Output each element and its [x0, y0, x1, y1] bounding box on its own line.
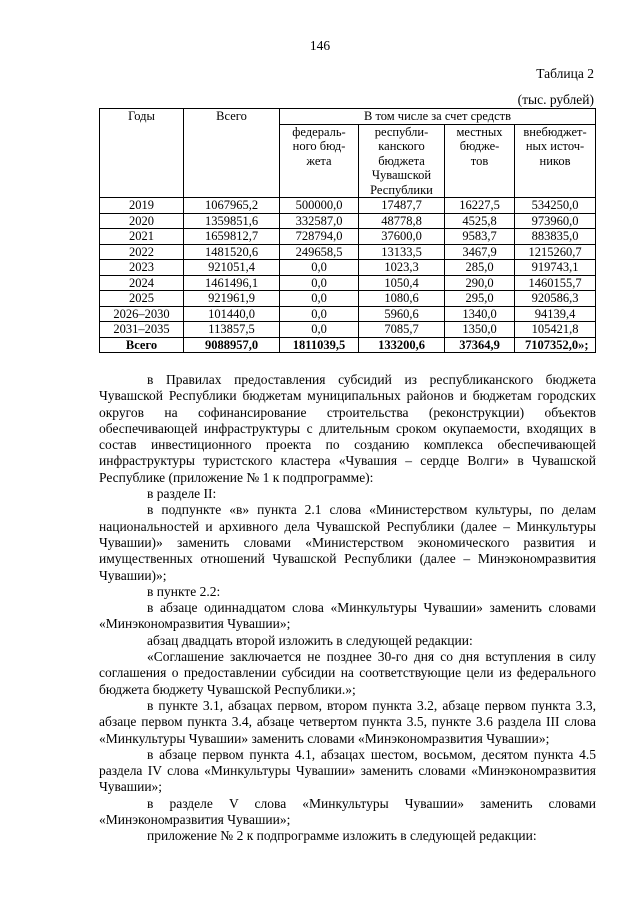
document-body: [99, 372, 596, 845]
cell-total: 113857,5: [184, 322, 280, 338]
cell-year: 2031–2035: [100, 322, 184, 338]
cell-federal: 728794,0: [280, 229, 359, 245]
cell-total: 101440,0: [184, 306, 280, 322]
cell-local: 285,0: [445, 260, 515, 276]
paragraph: приложение № 2 к подпрограмме изложить в следующей редакции:: [147, 828, 537, 844]
cell-extrabudgetary: 883835,0: [515, 229, 596, 245]
cell-republic: 5960,6: [359, 306, 445, 322]
cell-year: 2022: [100, 244, 184, 260]
total-sum: 9088957,0: [184, 337, 280, 353]
table-row: [100, 306, 596, 322]
cell-federal: 0,0: [280, 306, 359, 322]
cell-local: 3467,9: [445, 244, 515, 260]
paragraph: в разделе V слова «Минкультуры Чувашии» заменить словами «Минэкономразвития Чувашии»;: [99, 795, 596, 828]
cell-local: 16227,5: [445, 198, 515, 214]
funding-table: [99, 108, 596, 353]
total-republic: 133200,6: [359, 337, 445, 353]
cell-total: 1461496,1: [184, 275, 280, 291]
cell-local: 9583,7: [445, 229, 515, 245]
cell-extrabudgetary: 973960,0: [515, 213, 596, 229]
total-extrabudgetary: 7107352,0»;: [515, 337, 596, 353]
paragraph: в абзаце первом пункта 4.1, абзацах шестом, восьмом, десятом пункта 4.5 раздела IV слова «Минкультуры Чувашии» заменить словами «Минэкономразвития Чувашии»;: [99, 746, 596, 795]
cell-total: 1067965,2: [184, 198, 280, 214]
paragraph: в пункте 2.2:: [147, 583, 221, 599]
cell-federal: 332587,0: [280, 213, 359, 229]
paragraph: в абзаце одиннадцатом слова «Минкультуры Чувашии» заменить словами «Минэкономразвития Чувашии»;: [99, 600, 596, 632]
cell-year: 2026–2030: [100, 306, 184, 322]
cell-republic: 48778,8: [359, 213, 445, 229]
cell-extrabudgetary: 1460155,7: [515, 275, 596, 291]
cell-republic: 7085,7: [359, 322, 445, 338]
total-label: Всего: [100, 337, 184, 353]
cell-year: 2021: [100, 229, 184, 245]
header-local: [445, 124, 515, 198]
cell-year: 2020: [100, 213, 184, 229]
cell-local: 4525,8: [445, 213, 515, 229]
table-row: [100, 291, 596, 307]
cell-local: 290,0: [445, 275, 515, 291]
cell-year: 2024: [100, 275, 184, 291]
paragraph: в разделе II:: [147, 486, 217, 502]
table-row: [100, 322, 596, 338]
cell-extrabudgetary: 920586,3: [515, 291, 596, 307]
cell-year: 2019: [100, 198, 184, 214]
cell-federal: 0,0: [280, 260, 359, 276]
cell-local: 1340,0: [445, 306, 515, 322]
header-extrabudgetary: [515, 124, 596, 198]
cell-federal: 0,0: [280, 322, 359, 338]
paragraph: в пункте 3.1, абзацах первом, втором пункта 3.2, абзаце первом пункта 3.3, абзаце первом пункта 3.4, абзаце четвертом пункта 3.5, пункте 3.6 раздела III слова «Минкультуры Чувашии» заменить словами «Минэкономразвития Чувашии»;: [99, 697, 596, 746]
cell-republic: 37600,0: [359, 229, 445, 245]
cell-local: 1350,0: [445, 322, 515, 338]
cell-total: 921961,9: [184, 291, 280, 307]
cell-total: 1659812,7: [184, 229, 280, 245]
cell-federal: 500000,0: [280, 198, 359, 214]
header-years: Годы: [100, 109, 184, 198]
table-total-row: [100, 337, 596, 353]
header-local-label: местных бюдже- тов: [456, 124, 503, 168]
cell-extrabudgetary: 1215260,7: [515, 244, 596, 260]
cell-federal: 0,0: [280, 291, 359, 307]
cell-republic: 17487,7: [359, 198, 445, 214]
table-caption: Таблица 2: [536, 66, 594, 81]
header-funding-sources: В том числе за счет средств: [280, 109, 596, 125]
cell-republic: 1050,4: [359, 275, 445, 291]
cell-total: 1359851,6: [184, 213, 280, 229]
header-republic: [359, 124, 445, 198]
cell-total: 921051,4: [184, 260, 280, 276]
paragraph: в подпункте «в» пункта 2.1 слова «Министерством культуры, по делам национальностей и архивного дела Чувашской Республики (далее – Минкультуры Чувашии)» заменить словами «Министерством экономического развития и имущественных отношений Чувашской Республики (далее – Минэкономразвития Чувашии)»;: [99, 502, 596, 583]
cell-republic: 1080,6: [359, 291, 445, 307]
paragraph: «Соглашение заключается не позднее 30-го дня со дня вступления в силу соглашения о предоставлении субсидии на соответствующие цели из федерального бюджета бюджету Чувашской Республики.»;: [99, 649, 596, 697]
cell-extrabudgetary: 105421,8: [515, 322, 596, 338]
cell-federal: 249658,5: [280, 244, 359, 260]
table-row: [100, 213, 596, 229]
cell-republic: 1023,3: [359, 260, 445, 276]
cell-extrabudgetary: 94139,4: [515, 306, 596, 322]
table-row: [100, 260, 596, 276]
cell-republic: 13133,5: [359, 244, 445, 260]
header-total: Всего: [184, 109, 280, 198]
header-extrabudgetary-label: внебюджет- ных источ- ников: [523, 124, 587, 168]
total-local: 37364,9: [445, 337, 515, 353]
paragraph: в Правилах предоставления субсидий из республиканского бюджета Чувашской Республики бюджетам муниципальных районов и бюджетам городских округов на софинансирование строительства (реконструкции) объектов обеспечивающей инфраструктуры с длительным сроком окупаемости, входящих в состав инвестиционного проекта по созданию комплекса обеспечивающей инфраструктуры туристского кластера «Чувашия – сердце Волги» в Чувашской Республике (приложение № 1 к подпрограмме):: [99, 372, 596, 485]
paragraph: абзац двадцать второй изложить в следующей редакции:: [147, 632, 473, 648]
cell-year: 2023: [100, 260, 184, 276]
cell-extrabudgetary: 534250,0: [515, 198, 596, 214]
cell-federal: 0,0: [280, 275, 359, 291]
header-federal-label: федераль- ного бюд- жета: [292, 124, 346, 168]
table-row: [100, 198, 596, 214]
page-number: 146: [309, 38, 331, 53]
table-row: [100, 229, 596, 245]
cell-total: 1481520,6: [184, 244, 280, 260]
table-row: [100, 244, 596, 260]
total-federal: 1811039,5: [280, 337, 359, 353]
cell-local: 295,0: [445, 291, 515, 307]
table-row: [100, 275, 596, 291]
cell-extrabudgetary: 919743,1: [515, 260, 596, 276]
cell-year: 2025: [100, 291, 184, 307]
table-units: (тыс. рублей): [517, 92, 594, 107]
header-republic-label: республи- канского бюджета Чувашской Республики: [370, 124, 433, 197]
header-federal: [280, 124, 359, 198]
